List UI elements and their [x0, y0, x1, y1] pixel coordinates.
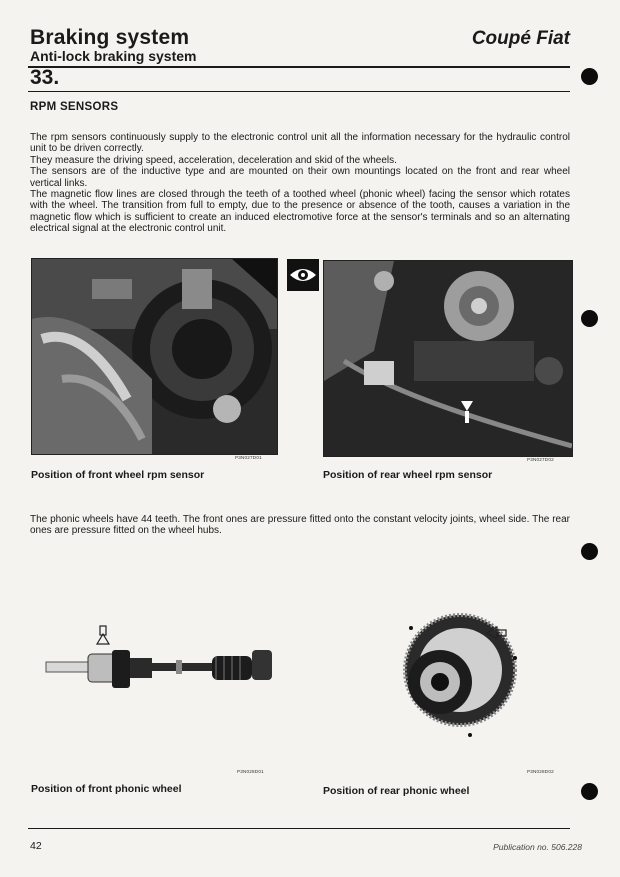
publication-number: Publication no. 506.228 [493, 842, 582, 852]
section-heading: RPM SENSORS [30, 101, 119, 113]
figure-code: P3N027D01 [235, 455, 262, 460]
figure-code: P3N027D02 [527, 457, 554, 462]
intro-paragraph: The rpm sensors continuously supply to the electronic control unit all the information necessary for the hydraulic control unit to be driven correctly. [30, 132, 570, 155]
section-rule [28, 91, 570, 92]
front-phonic-wheel-illustration [36, 620, 286, 710]
intro-paragraph: They measure the driving speed, acceleration, deceleration and skid of the wheels. [30, 154, 397, 166]
binder-hole [581, 783, 598, 800]
eye-icon [287, 259, 319, 291]
phonic-paragraph: The phonic wheels have 44 teeth. The front ones are pressure fitted onto the constant velocity joints, wheel side. The rear ones are pressure fitted on the wheel hubs. [30, 514, 570, 537]
binder-hole [581, 543, 598, 560]
intro-paragraph: The sensors are of the inductive type and are mounted on their own mountings located on the front and rear wheel vertical links. [30, 166, 570, 189]
intro-paragraph: The magnetic flow lines are closed through the teeth of a toothed wheel (phonic wheel) facing the sensor which rotates with the wheel. The transition from full to empty, due to the presence or absence of the tooth, causes a variation in the magnetic flow which is sufficient to create an induced electromotive force at the sensor's terminals and so an alternating electrical signal at the electronic control unit. [30, 189, 570, 235]
front-sensor-photo [31, 258, 278, 455]
brand-name: Coupé Fiat [471, 28, 570, 49]
figure-caption: Position of front phonic wheel [31, 783, 182, 795]
page-number: 42 [30, 840, 42, 852]
section-number: 33. [30, 66, 60, 89]
figure-caption: Position of rear wheel rpm sensor [323, 469, 493, 481]
figure-code: P3N028D01 [237, 769, 264, 774]
figure-caption: Position of rear phonic wheel [323, 785, 470, 797]
binder-hole [581, 68, 598, 85]
binder-hole [581, 310, 598, 327]
figure-caption: Position of front wheel rpm sensor [31, 469, 205, 481]
phonic-text [30, 514, 570, 537]
rear-sensor-photo [323, 260, 573, 457]
chapter-title: Braking system [30, 26, 190, 49]
chapter-subtitle: Anti-lock braking system [30, 48, 197, 64]
header-rule [28, 66, 570, 68]
intro-text [30, 132, 570, 235]
rear-phonic-wheel-illustration [385, 600, 525, 745]
footer-rule [28, 828, 570, 829]
figure-code: P3N028D02 [527, 769, 554, 774]
